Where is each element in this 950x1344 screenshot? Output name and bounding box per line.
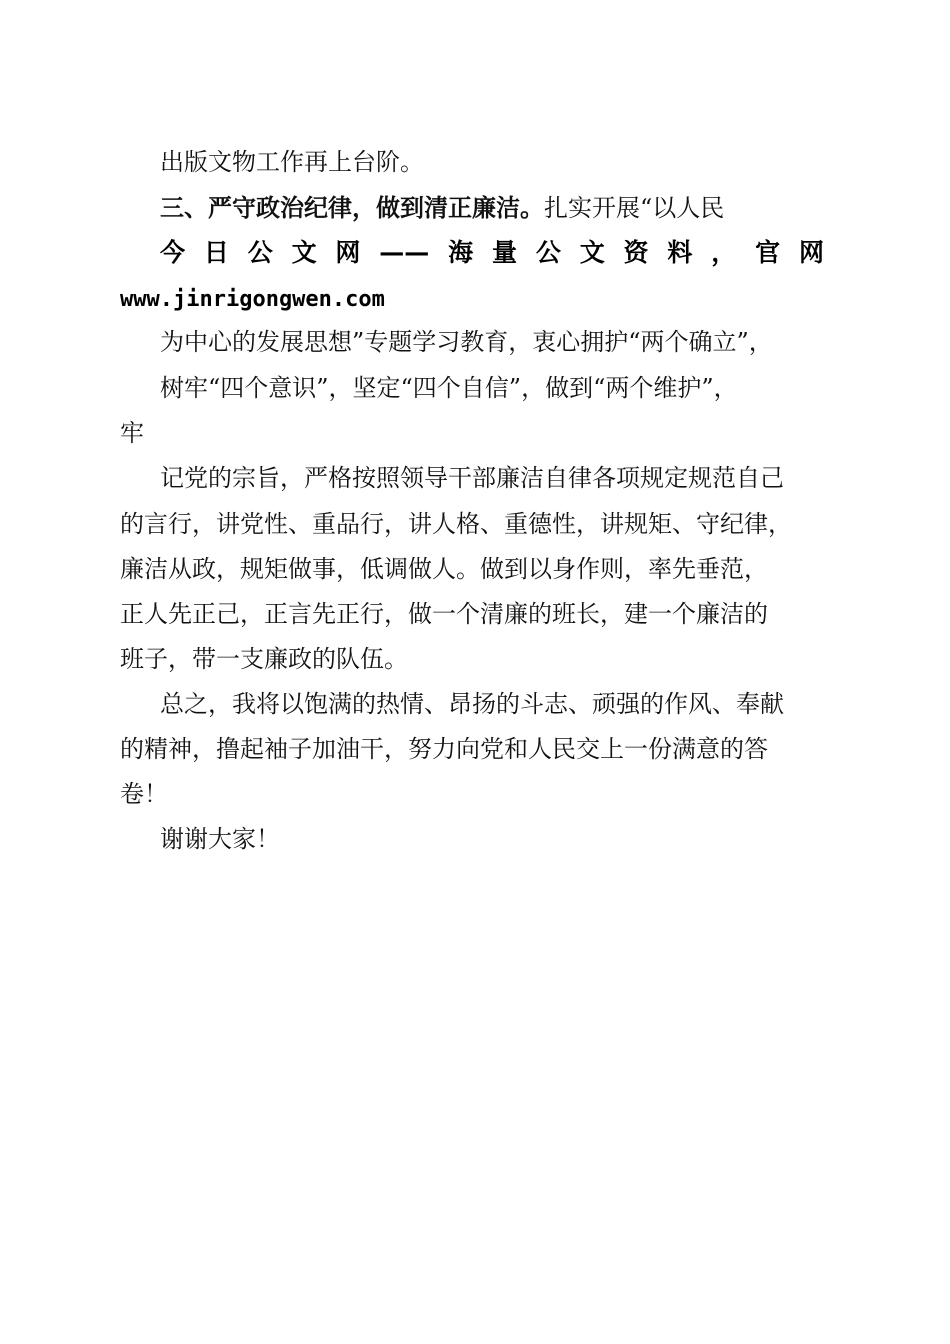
body-line: 班子，带一支廉政的队伍。 [120,645,408,673]
body-line: 总之，我将以饱满的热情、昂扬的斗志、顽强的作风、奉献 [160,690,784,718]
body-line: 正人先正己，正言先正行，做一个清廉的班长，建一个廉洁的 [120,600,768,628]
section-heading: 三、严守政治纪律，做到清正廉洁。 [160,194,544,222]
body-line: 为中心的发展思想”专题学习教育，衷心拥护“两个确立”， [160,328,773,356]
body-line: 牢 [120,419,144,447]
section-heading-line [160,192,724,224]
body-line: 卷！ [120,780,168,808]
closing-line: 谢谢大家！ [160,825,280,853]
body-line: 廉洁从政，规矩做事，低调做人。做到以身作则，率先垂范， [120,555,768,583]
body-line: 树牢“四个意识”，坚定“四个自信”，做到“两个维护”， [160,374,738,402]
body-line: 的言行，讲党性、重品行，讲人格、重德性，讲规矩、守纪律， [120,510,792,538]
watermark-brand-line: 今日公文网——海量公文资料，官网 [160,238,824,267]
body-line: 记党的宗旨，严格按照领导干部廉洁自律各项规定规范自己 [160,464,784,492]
body-text: 扎实开展“以人民 [544,194,725,222]
body-line: 的精神，撸起袖子加油干，努力向党和人民交上一份满意的答 [120,735,768,763]
watermark-url: www.jinrigongwen.com [120,287,385,312]
body-line: 出版文物工作再上台阶。 [160,148,424,176]
